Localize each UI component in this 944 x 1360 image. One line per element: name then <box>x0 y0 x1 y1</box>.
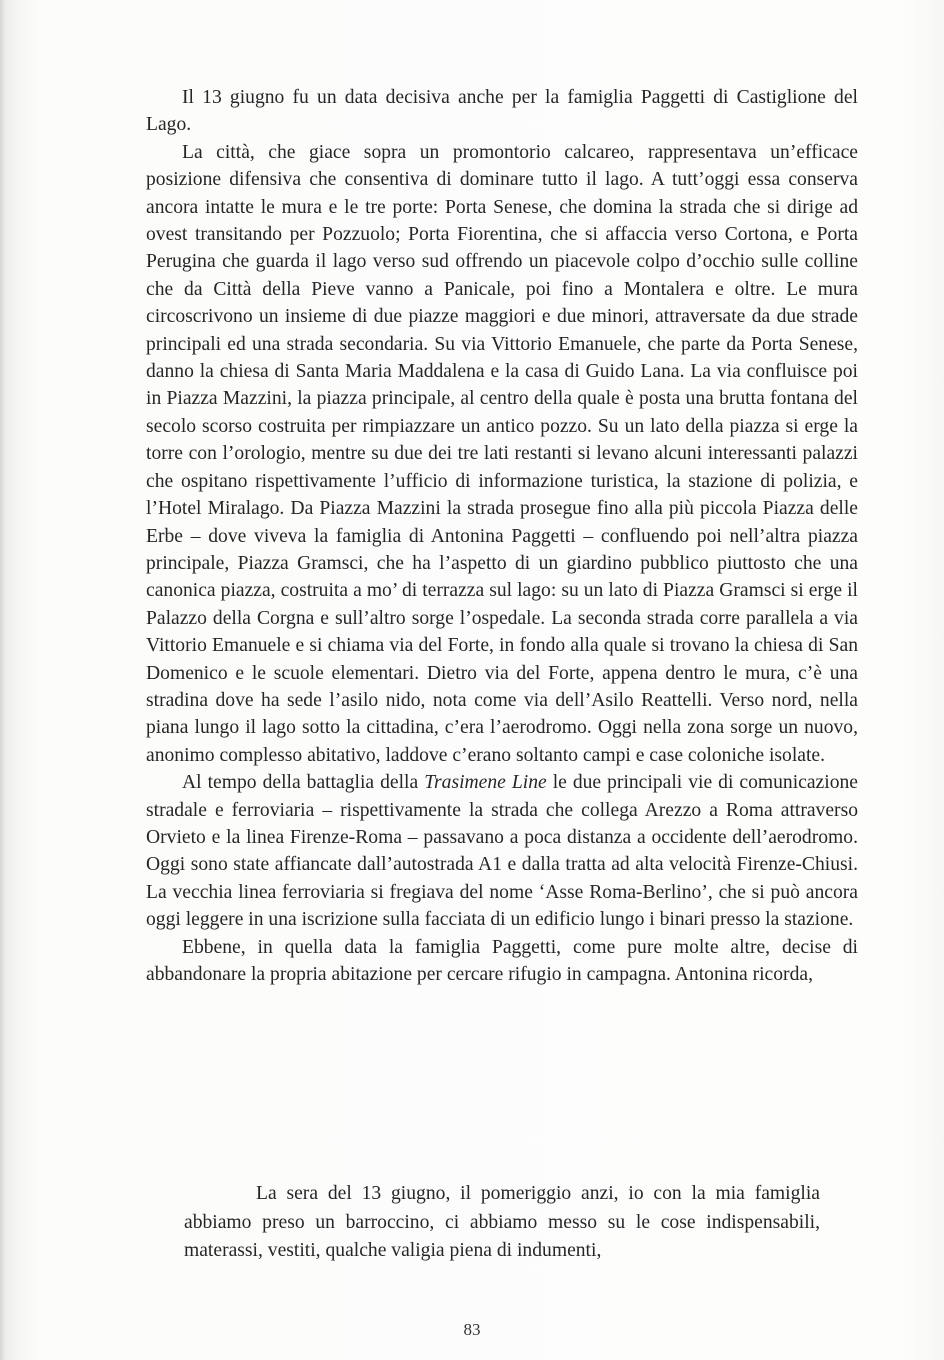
paragraph-family-decision: Ebbene, in quella data la famiglia Paggetti, come pure molte altre, decise di abbandonare la propria abitazione per cercare rifugio in campagna. Antonina ricorda, <box>146 936 858 985</box>
paragraph-battle-text-end: le due principali vie di comunicazione stradale e ferroviaria – rispettivamente la strada che collega Arezzo a Roma attraverso Orvieto e la linea Firenze-Roma – passavano a poca distanza a occidente dell’aerodromo. Oggi sono state affiancate dall’autostrada A1 e dalla tratta ad alta velocità Firenze-Chiusi. La vecchia linea ferroviaria si fregiava del nome ‘Asse Roma-Berlino’, che si può ancora oggi leggere in una iscrizione sulla facciata di un edificio lungo i binari presso la stazione. <box>146 772 858 931</box>
paragraph-intro: Il 13 giugno fu un data decisiva anche per la famiglia Paggetti di Castiglione del Lago. <box>146 87 858 136</box>
page-number: 83 <box>463 1320 481 1339</box>
block-quote <box>184 1180 820 1266</box>
paragraph-town-description: La città, che giace sopra un promontorio calcareo, rappresentava un’efficace posizione difensiva che consentiva di dominare tutto il lago. A tutt’oggi essa conserva ancora intatte le mura e le tre porte: Porta Senese, che domina la strada che si dirige ad ovest transitando per Pozzuolo; Porta Fiorentina, che si affaccia verso Cortona, e Porta Perugina che guarda il lago verso sud offrendo un piacevole colpo d’occhio sulle colline che da Città della Pieve vanno a Panicale, poi fino a Montalera e oltre. Le mura circoscrivono un insieme di due piazze maggiori e due minori, attraversate da due strade principali ed una strada secondaria. Su via Vittorio Emanuele, che parte da Porta Senese, danno la chiesa di Santa Maria Maddalena e la casa di Guido Lana. La via confluisce poi in Piazza Mazzini, la piazza principale, al centro della quale è posta una brutta fontana del secolo scorso costruita per rimpiazzare un antico pozzo. Su un lato della piazza si erge la torre con l’orologio, mentre su due dei tre lati restanti si levano alcuni interessanti palazzi che ospitano rispettivamente l’ufficio di informazione turistica, la stazione di polizia, e l’Hotel Miralago. Da Piazza Mazzini la strada prosegue fino alla più piccola Piazza delle Erbe – dove viveva la famiglia di Antonina Paggetti – confluendo poi nell’altra piazza principale, Piazza Gramsci, che ha l’aspetto di un giardino pubblico piuttosto che una canonica piazza, costruita a mo’ di terrazza sul lago: su un lato di Piazza Gramsci si erge il Palazzo della Corgna e sull’altro sorge l’ospedale. La seconda strada corre parallela a via Vittorio Emanuele e si chiama via del Forte, in fondo alla quale si trovano la chiesa di San Domenico e le scuole elementari. Dietro via del Forte, appena dentro le mura, c’è una stradina dove ha sede l’asilo nido, nota come via dell’Asilo Reattelli. Verso nord, nella piana lungo il lago sotto la cittadina, c’era l’aerodromo. Oggi nella zona sorge un nuovo, anonimo complesso abitativo, laddove c’erano soltanto campi e case coloniche isolate. <box>146 141 858 766</box>
body-text <box>146 84 858 988</box>
page-binding-shadow <box>0 0 6 1360</box>
quote-text: La sera del 13 giugno, il pomeriggio anzi, io con la mia famiglia abbiamo preso un barroccino, ci abbiamo messo su le cose indispensabili, materassi, vestiti, qualche valigia piena di indumenti, <box>184 1183 820 1261</box>
trasimene-line-italic: Trasimene Line <box>424 772 547 794</box>
paragraph-battle-context <box>146 769 858 933</box>
paragraph-battle-text-start: Al tempo della battaglia della <box>182 772 425 794</box>
